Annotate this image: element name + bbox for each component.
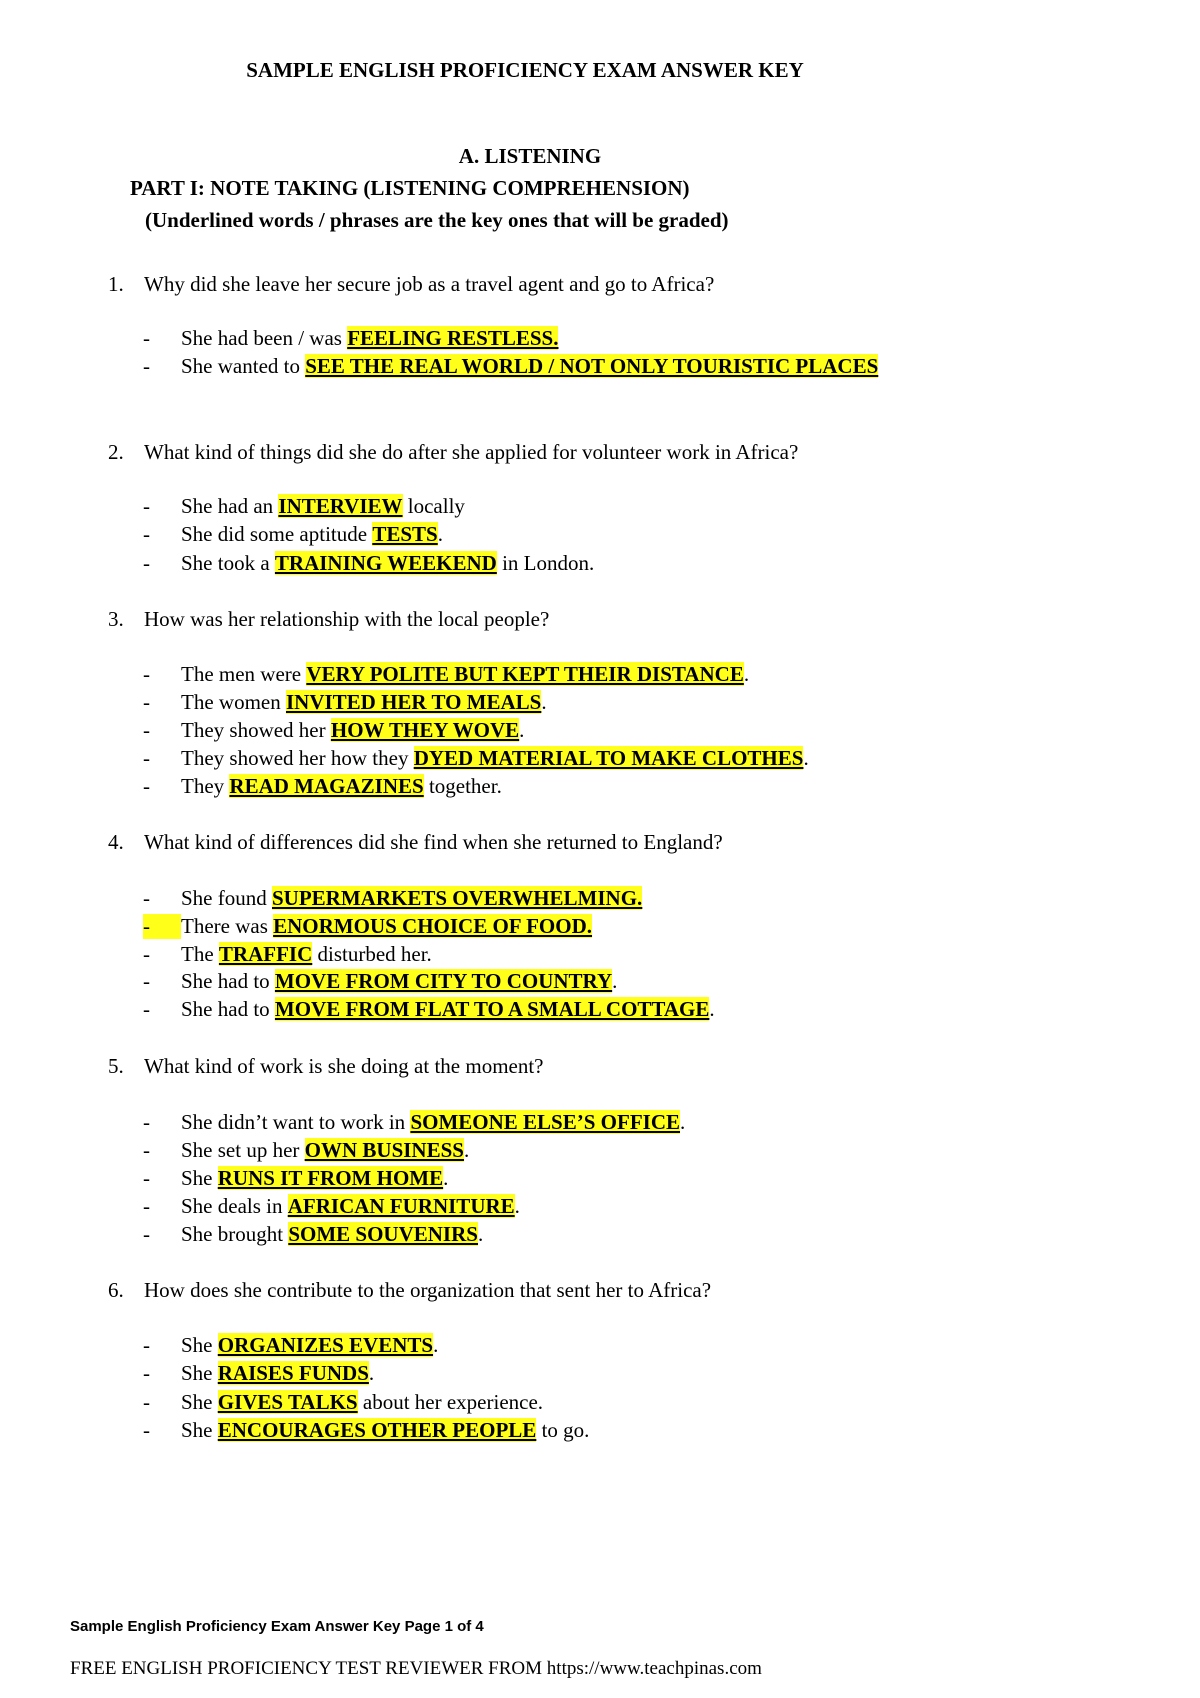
key-phrase: SEE THE REAL WORLD / NOT ONLY TOURISTIC PLACES (305, 354, 879, 378)
question-6 (108, 1278, 711, 1303)
bullet-dash: - (143, 774, 150, 798)
answer-text-tail: . (437, 522, 443, 546)
question-text: How was her relationship with the local people? (144, 607, 550, 631)
bullet-dash: - (143, 718, 150, 742)
key-phrase: TESTS (372, 522, 438, 546)
part-heading: PART I: NOTE TAKING (LISTENING COMPREHENSION) (130, 176, 690, 200)
question-number: 4. (108, 830, 124, 854)
key-phrase: ENCOURAGES OTHER PEOPLE (217, 1418, 537, 1442)
answer-item (143, 1166, 448, 1191)
key-phrase: HOW THEY WOVE (330, 718, 520, 742)
answer-item (143, 1110, 685, 1135)
key-phrase: OWN BUSINESS (304, 1138, 464, 1162)
answer-text: They showed her how they (181, 746, 414, 770)
bullet-dash: - (143, 1110, 150, 1134)
key-phrase: FEELING RESTLESS. (347, 326, 559, 350)
key-phrase: AFRICAN FURNITURE (287, 1194, 515, 1218)
question-text: What kind of things did she do after she applied for volunteer work in Africa? (144, 440, 799, 464)
key-phrase: INVITED HER TO MEALS (285, 690, 542, 714)
answer-item (143, 997, 715, 1022)
key-phrase: ORGANIZES EVENTS (217, 1333, 434, 1357)
answer-item (143, 914, 592, 939)
answer-text-tail: . (803, 746, 809, 770)
answer-item (143, 326, 558, 351)
answer-text: The women (181, 690, 286, 714)
bullet-dash: - (143, 354, 150, 378)
bullet-dash: - (143, 1138, 150, 1162)
answer-text: She had to (181, 997, 275, 1021)
key-phrase: GIVES TALKS (217, 1390, 358, 1414)
answer-text-tail: . (743, 662, 750, 686)
question-number: 6. (108, 1278, 124, 1302)
answer-item (143, 494, 465, 519)
key-phrase: INTERVIEW (278, 494, 403, 518)
question-text: What kind of differences did she find when she returned to England? (144, 830, 723, 854)
answer-item (143, 886, 642, 911)
key-phrase: READ MAGAZINES (229, 774, 424, 798)
bullet-dash: - (143, 690, 150, 714)
question-2 (108, 440, 798, 465)
bullet-dash: - (143, 494, 150, 518)
answer-text-tail: . (541, 690, 547, 714)
question-number: 5. (108, 1054, 124, 1078)
key-phrase: VERY POLITE BUT KEPT THEIR DISTANCE (306, 662, 744, 686)
answer-item (143, 1222, 483, 1247)
answer-item (143, 551, 594, 576)
answer-text: She (181, 1361, 218, 1385)
answer-text: She set up her (181, 1138, 305, 1162)
question-number: 3. (108, 607, 124, 631)
bullet-dash: - (143, 662, 150, 686)
bullet-dash: - (143, 969, 150, 993)
question-5 (108, 1054, 544, 1079)
answer-text: There was (181, 914, 274, 938)
key-phrase: DYED MATERIAL TO MAKE CLOTHES (413, 746, 804, 770)
answer-text-tail: . (463, 1138, 470, 1162)
footer-page-label: Sample English Proficiency Exam Answer Key Page 1 of 4 (70, 1618, 484, 1635)
answer-text: She (181, 1333, 218, 1357)
answer-text: She had an (181, 494, 279, 518)
answer-text-tail: . (514, 1194, 520, 1218)
answer-text: She had to (181, 969, 275, 993)
answer-item (143, 1361, 374, 1386)
question-text: Why did she leave her secure job as a travel agent and go to Africa? (144, 272, 715, 296)
bullet-dash: - (143, 942, 150, 966)
answer-text-tail: . (709, 997, 715, 1021)
answer-text-tail: to go. (536, 1418, 590, 1442)
answer-text: She deals in (181, 1194, 288, 1218)
answer-text-tail: about her experience. (357, 1390, 544, 1414)
answer-text: She had been / was (181, 326, 348, 350)
answer-item (143, 354, 878, 379)
key-phrase: SOMEONE ELSE’S OFFICE (410, 1110, 680, 1134)
bullet-dash: - (143, 746, 150, 770)
bullet-dash: - (143, 886, 150, 910)
answer-text: She took a (181, 551, 275, 575)
question-3 (108, 607, 549, 632)
bullet-dash: - (143, 1390, 150, 1414)
answer-text: She (181, 1166, 218, 1190)
grading-note: (Underlined words / phrases are the key ones that will be graded) (145, 208, 729, 232)
key-phrase: TRAFFIC (218, 942, 313, 966)
question-text: How does she contribute to the organization that sent her to Africa? (144, 1278, 712, 1302)
bullet-dash: - (143, 1166, 150, 1190)
bullet-dash: - (143, 914, 181, 939)
answer-item (143, 718, 524, 743)
answer-item (143, 522, 443, 547)
answer-item (143, 1138, 469, 1163)
answer-text-tail: together. (423, 774, 502, 798)
bullet-dash: - (143, 1222, 150, 1246)
answer-item (143, 1194, 520, 1219)
key-phrase: SUPERMARKETS OVERWHELMING. (272, 886, 643, 910)
answer-text: She (181, 1418, 218, 1442)
section-heading: A. LISTENING (458, 144, 602, 168)
question-number: 2. (108, 440, 124, 464)
answer-item (143, 942, 432, 967)
answer-text: She brought (181, 1222, 289, 1246)
answer-text: She found (181, 886, 272, 910)
key-phrase: SOME SOUVENIRS (288, 1222, 478, 1246)
key-phrase: TRAINING WEEKEND (274, 551, 497, 575)
key-phrase: ENORMOUS CHOICE OF FOOD. (273, 914, 593, 938)
bullet-dash: - (143, 326, 150, 350)
question-1 (108, 272, 714, 297)
answer-item (143, 1333, 438, 1358)
answer-text-tail: . (680, 1110, 686, 1134)
bullet-dash: - (143, 1418, 150, 1442)
answer-item (143, 774, 502, 799)
answer-text-tail: . (612, 969, 618, 993)
footer-source: FREE ENGLISH PROFICIENCY TEST REVIEWER FROM https://www.teachpinas.com (70, 1658, 762, 1679)
question-text: What kind of work is she doing at the moment? (144, 1054, 544, 1078)
page-title: SAMPLE ENGLISH PROFICIENCY EXAM ANSWER KEY (246, 58, 804, 82)
bullet-dash: - (143, 997, 150, 1021)
answer-item (143, 969, 617, 994)
bullet-dash: - (143, 551, 150, 575)
key-phrase: RAISES FUNDS (217, 1361, 369, 1385)
answer-text: She wanted to (181, 354, 306, 378)
bullet-dash: - (143, 1194, 150, 1218)
bullet-dash: - (143, 522, 150, 546)
answer-text-tail: locally (402, 494, 465, 518)
question-number: 1. (108, 272, 124, 296)
answer-item (143, 690, 547, 715)
key-phrase: MOVE FROM FLAT TO A SMALL COTTAGE (274, 997, 710, 1021)
answer-text-tail: . (477, 1222, 484, 1246)
answer-text-tail: . (519, 718, 525, 742)
question-4 (108, 830, 723, 855)
answer-item (143, 1418, 589, 1443)
key-phrase: MOVE FROM CITY TO COUNTRY (274, 969, 613, 993)
answer-text: The men were (181, 662, 307, 686)
answer-item (143, 1390, 543, 1415)
answer-item (143, 746, 809, 771)
answer-text: The (181, 942, 219, 966)
answer-text-tail: in London. (496, 551, 595, 575)
answer-text: They (181, 774, 230, 798)
bullet-dash: - (143, 1361, 150, 1385)
answer-item (143, 662, 749, 687)
answer-text-tail: . (443, 1166, 449, 1190)
answer-text: She didn’t want to work in (181, 1110, 411, 1134)
answer-text-tail: . (368, 1361, 375, 1385)
answer-text: She did some aptitude (181, 522, 373, 546)
answer-text: She (181, 1390, 218, 1414)
answer-text: They showed her (181, 718, 331, 742)
bullet-dash: - (143, 1333, 150, 1357)
answer-text-tail: . (433, 1333, 439, 1357)
answer-text-tail: disturbed her. (312, 942, 432, 966)
key-phrase: RUNS IT FROM HOME (217, 1166, 444, 1190)
